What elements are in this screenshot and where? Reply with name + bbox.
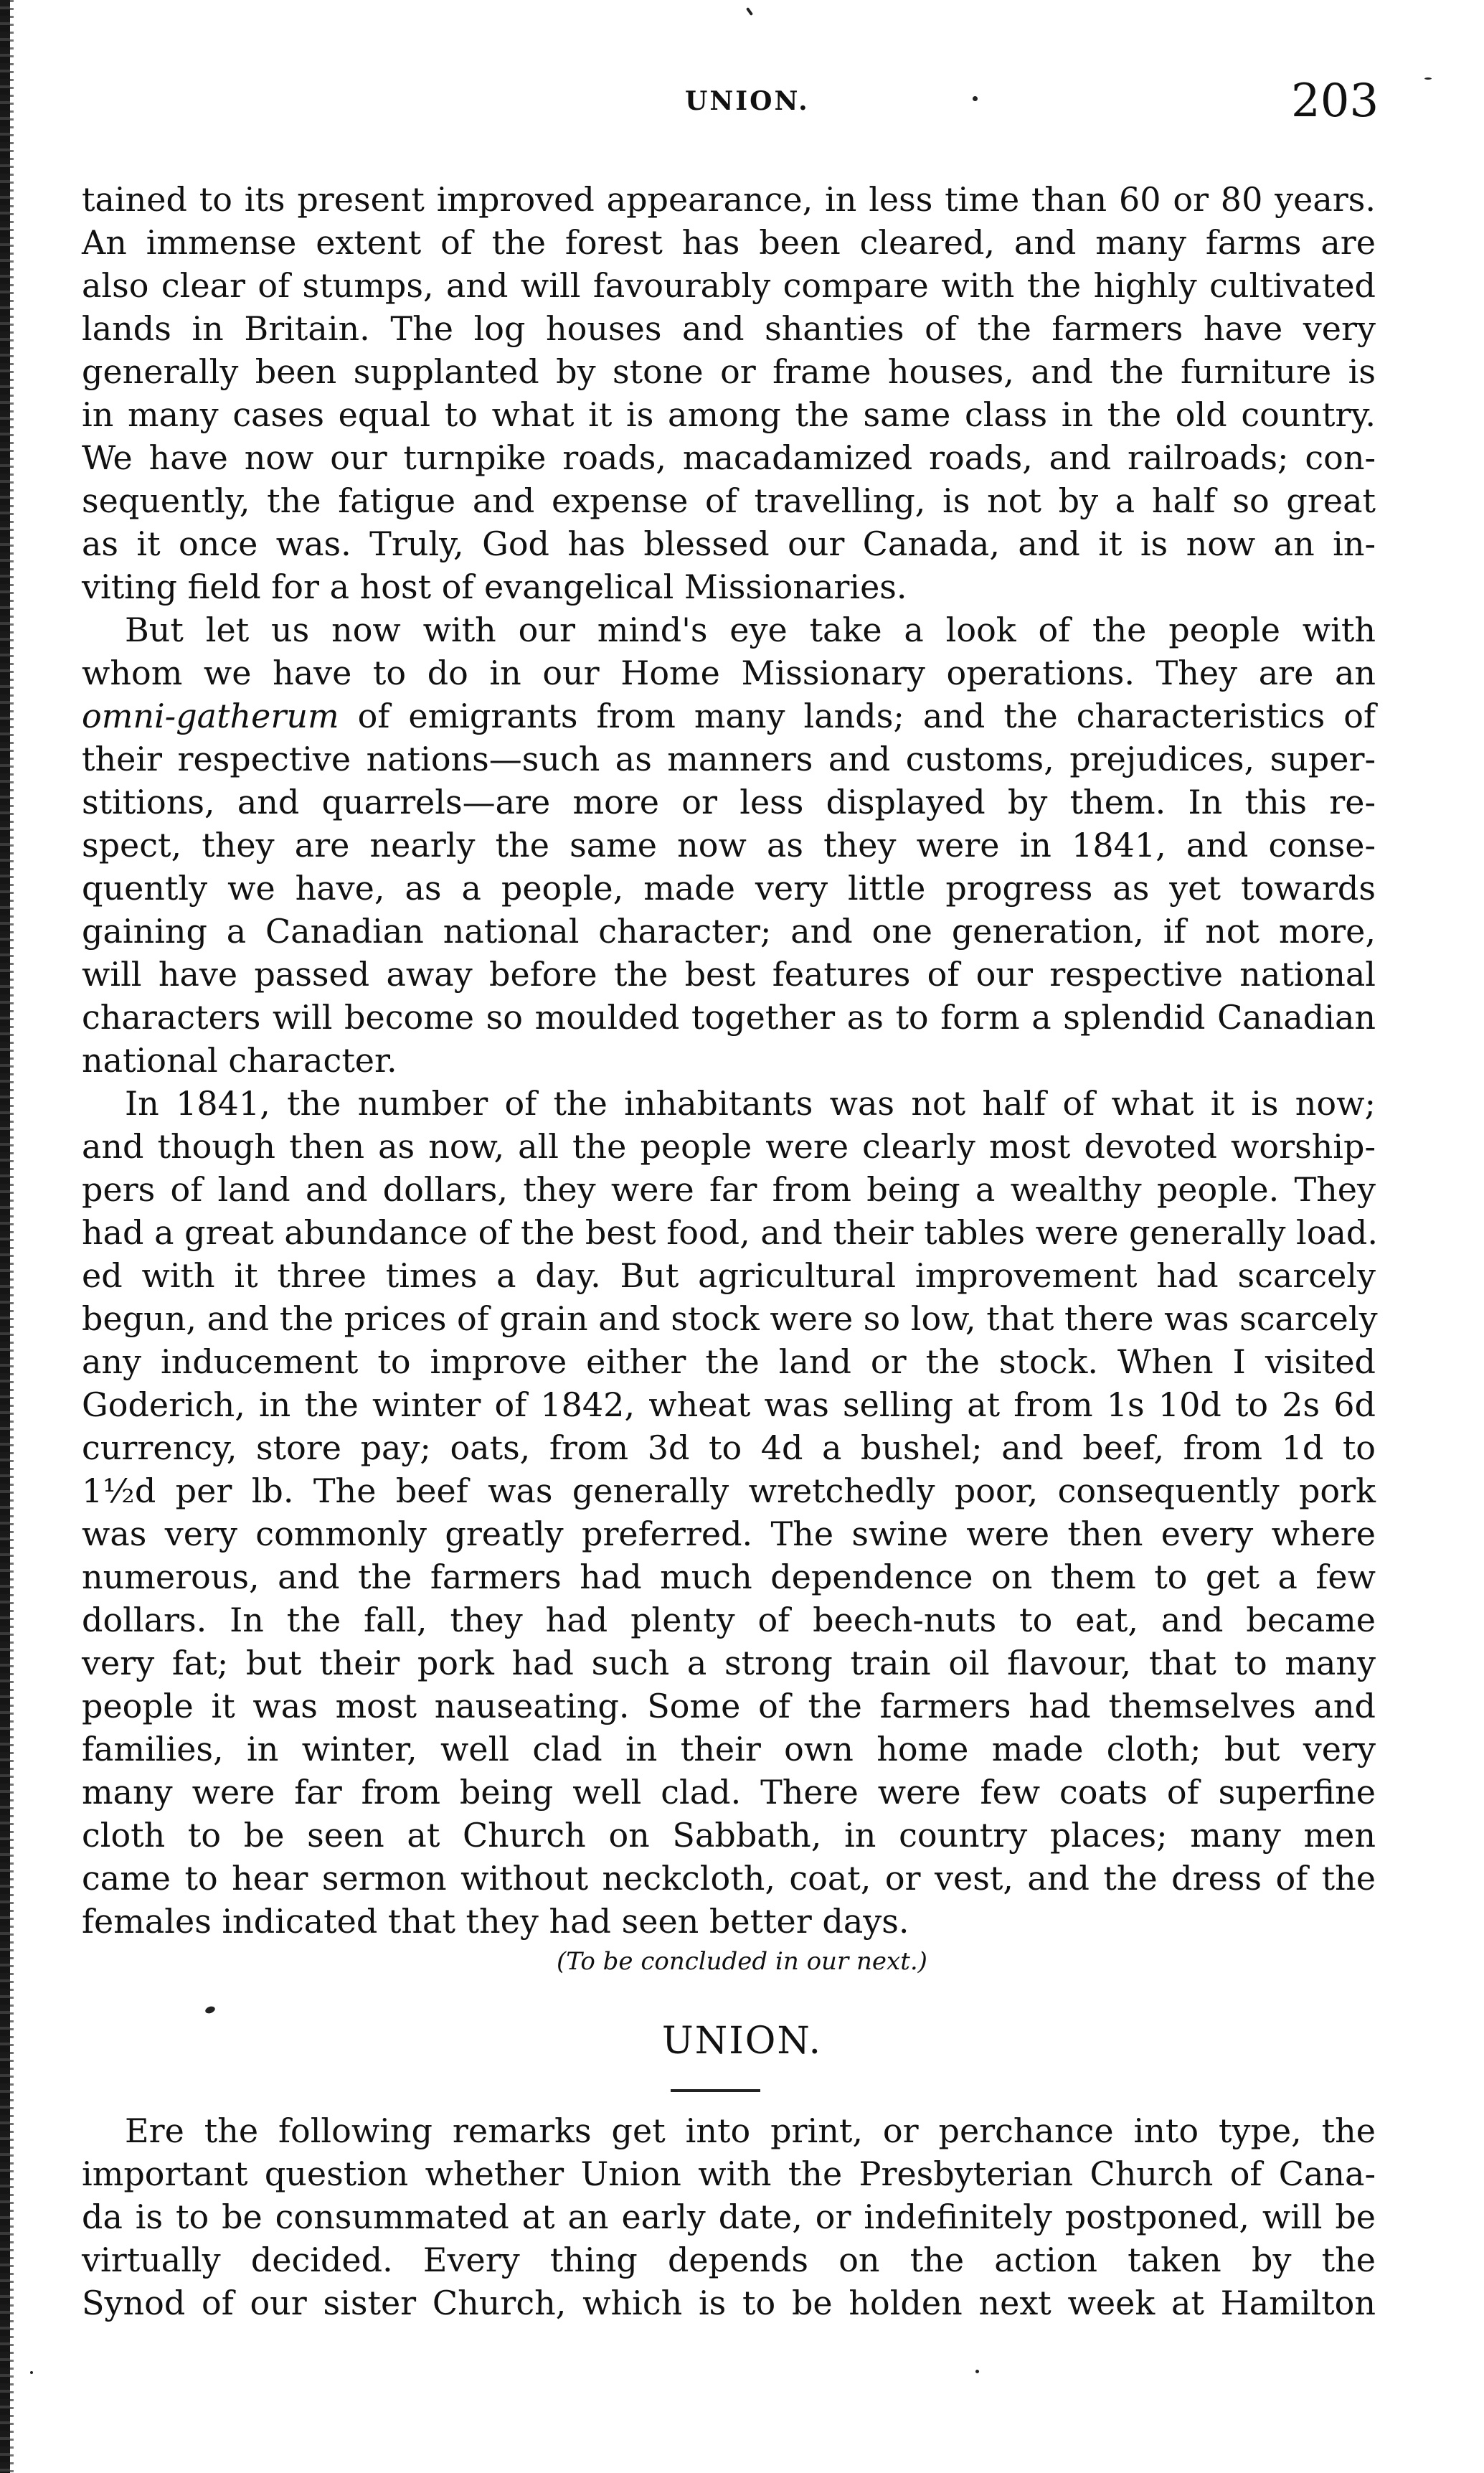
text-line: numerous, and the farmers had much dependence on them to get a few: [82, 1558, 1376, 1596]
text-line: national character.: [82, 1041, 397, 1080]
text-line: currency, store pay; oats, from 3d to 4d a bushel; and beef, from 1d to: [82, 1428, 1376, 1467]
text-line: In 1841, the number of the inhabitants was not half of what it is now;: [125, 1084, 1376, 1123]
text-line: important question whether Union with the Presbyterian Church of Cana-: [82, 2154, 1376, 2193]
text-line: as it once was. Truly, God has blessed our Canada, and it is now an in-: [82, 524, 1376, 563]
text-line: dollars. In the fall, they had plenty of beech-nuts to eat, and became: [82, 1601, 1376, 1639]
ink-speck: [975, 2370, 979, 2373]
text-line: their respective nations—such as manners and customs, prejudices, super-: [82, 740, 1376, 778]
text-line: virtually decided. Every thing depends on the action taken by the: [82, 2241, 1376, 2279]
text-line: cloth to be seen at Church on Sabbath, in country places; many men: [82, 1816, 1376, 1855]
continuation-note: (To be concluded in our next.): [557, 1947, 927, 1976]
text-line: omni-gatherum of emigrants from many lands; and the characteristics of: [82, 697, 1376, 735]
text-line: will have passed away before the best features of our respective national: [82, 955, 1376, 994]
text-line: characters will become so moulded together as to form a splendid Canadian: [82, 998, 1376, 1037]
text-line: Synod of our sister Church, which is to be holden next week at Hamilton: [82, 2284, 1376, 2322]
text-line: viting field for a host of evangelical Missionaries.: [82, 567, 907, 606]
text-line: and though then as now, all the people were clearly most devoted worship-: [82, 1127, 1376, 1166]
running-head: UNION.: [685, 86, 810, 116]
section-title: UNION.: [661, 2020, 823, 2063]
binding-edge: [0, 0, 10, 2473]
text-line: had a great abundance of the best food, and their tables were generally load.: [82, 1213, 1378, 1252]
ink-speck: [30, 2371, 33, 2374]
text-line: people it was most nauseating. Some of the farmers had themselves and: [82, 1687, 1376, 1725]
text-line: spect, they are nearly the same now as they were in 1841, and conse-: [82, 826, 1376, 865]
text-line: females indicated that they had seen better days.: [82, 1902, 909, 1941]
text-line: tained to its present improved appearance, in less time than 60 or 80 years.: [82, 180, 1376, 219]
text-line: begun, and the prices of grain and stock were so low, that there was scarcely: [82, 1299, 1378, 1338]
text-line: But let us now with our mind's eye take a look of the people with: [125, 611, 1376, 649]
ink-speck: [1424, 77, 1432, 80]
ink-speck: [746, 7, 753, 16]
text-line: came to hear sermon without neckcloth, coat, or vest, and the dress of the: [82, 1859, 1376, 1898]
text-line: Goderich, in the winter of 1842, wheat was selling at from 1s 10d to 2s 6d: [82, 1385, 1376, 1424]
text-line: families, in winter, well clad in their own home made cloth; but very: [82, 1730, 1376, 1768]
text-line: many were far from being well clad. There were few coats of superfine: [82, 1773, 1376, 1812]
text-line: gaining a Canadian national character; and one generation, if not more,: [82, 912, 1376, 951]
page-number: 203: [1291, 75, 1379, 128]
ink-speck: [973, 96, 978, 101]
latin-term: omni-gatherum: [82, 697, 339, 735]
title-rule: [671, 2089, 760, 2092]
text-line: also clear of stumps, and will favourably compare with the highly cultivated: [82, 266, 1376, 305]
text-line: whom we have to do in our Home Missionary operations. They are an: [82, 654, 1376, 692]
text-line: 1½d per lb. The beef was generally wretchedly poor, consequently pork: [82, 1471, 1376, 1510]
text-line: We have now our turnpike roads, macadamized roads, and railroads; con-: [82, 438, 1376, 477]
section-paragraph: [82, 2109, 1376, 2324]
text-line: pers of land and dollars, they were far from being a wealthy people. They: [82, 1170, 1376, 1209]
text-line: ed with it three times a day. But agricultural improvement had scarcely: [82, 1256, 1376, 1295]
ink-speck: [204, 2005, 216, 2015]
binding-edge-shadow: [10, 0, 14, 2473]
text-line: sequently, the fatigue and expense of travelling, is not by a half so great: [82, 481, 1376, 520]
paragraph-2: [82, 608, 1376, 1082]
text-line: stitions, and quarrels—are more or less displayed by them. In this re-: [82, 783, 1376, 821]
text-line: very fat; but their pork had such a strong train oil flavour, that to many: [82, 1644, 1376, 1682]
text-line: An immense extent of the forest has been cleared, and many farms are: [82, 223, 1376, 262]
text-line: lands in Britain. The log houses and shanties of the farmers have very: [82, 309, 1376, 348]
text-line: in many cases equal to what it is among the same class in the old country.: [82, 395, 1376, 434]
text-line: any inducement to improve either the land or the stock. When I visited: [82, 1342, 1376, 1381]
text-line: was very commonly greatly preferred. The swine were then every where: [82, 1515, 1376, 1553]
text-line: Ere the following remarks get into print, or perchance into type, the: [125, 2111, 1376, 2150]
paragraph-3: [82, 1082, 1376, 1943]
paragraph-1: [82, 178, 1376, 608]
text-line: generally been supplanted by stone or frame houses, and the furniture is: [82, 352, 1376, 391]
text-line: da is to be consummated at an early date, or indefinitely postponed, will be: [82, 2198, 1376, 2236]
text-line: quently we have, as a people, made very little progress as yet towards: [82, 869, 1376, 908]
